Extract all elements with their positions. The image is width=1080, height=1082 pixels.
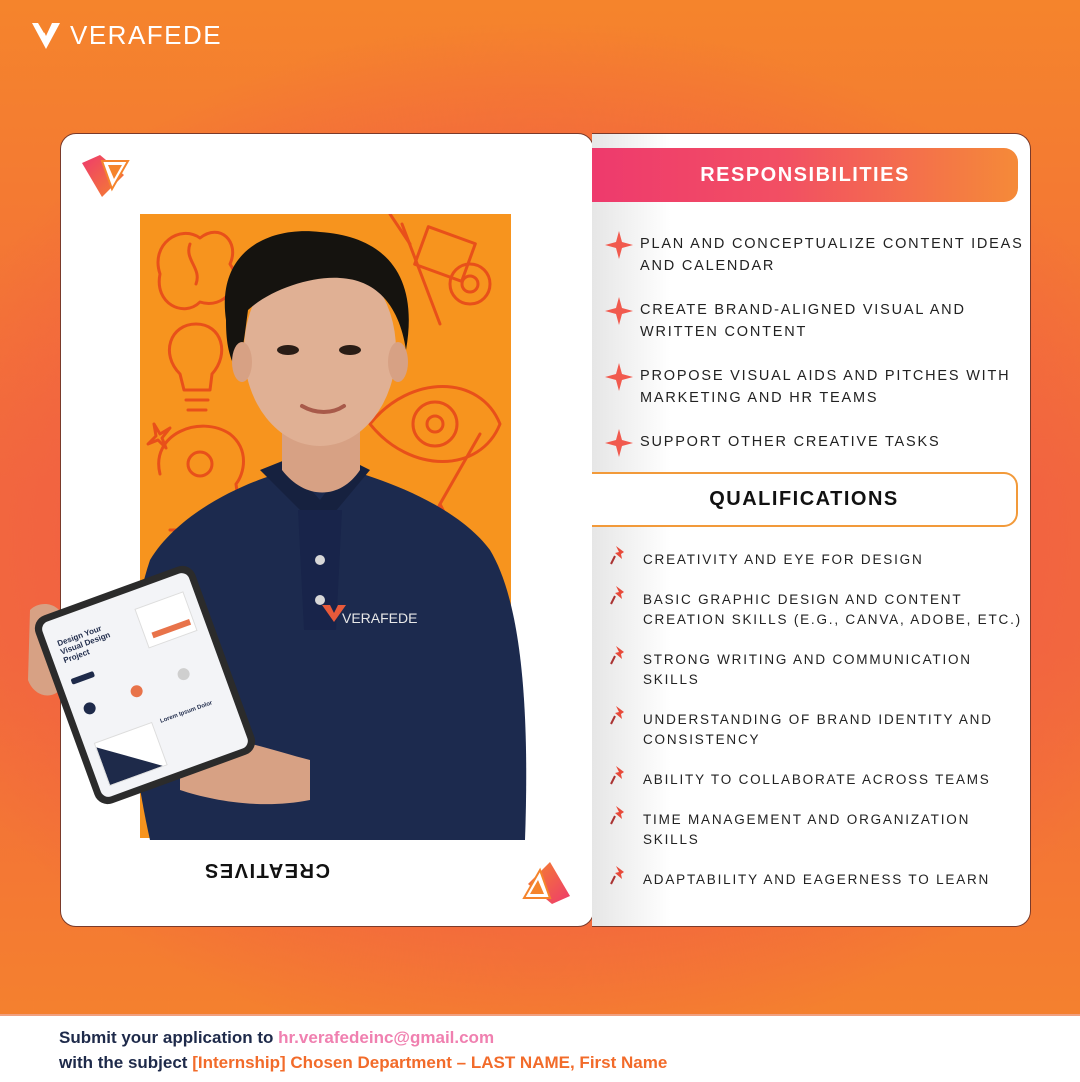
verafede-logo-icon [32, 23, 60, 49]
qualification-text: STRONG WRITING AND COMMUNICATION SKILLS [643, 652, 972, 687]
brand-mark-icon-flipped [518, 858, 572, 906]
responsibility-item [604, 299, 1024, 343]
sparkle-icon [604, 428, 634, 458]
responsibility-text: PROPOSE VISUAL AIDS AND PITCHES WITH MARKETING AND HR TEAMS [640, 368, 1011, 406]
email-subject-format: [Internship] Chosen Department – LAST NAME, First Name [192, 1053, 668, 1072]
footer-line-1 [59, 1028, 494, 1048]
brand-logo [32, 20, 222, 51]
qualification-text: UNDERSTANDING OF BRAND IDENTITY AND CONSISTENCY [643, 712, 993, 747]
pushpin-icon [610, 584, 630, 606]
qualification-item [610, 590, 1030, 630]
pushpin-icon [610, 644, 630, 666]
responsibility-item [604, 365, 1024, 409]
qualification-item [610, 810, 1030, 850]
responsibilities-header: RESPONSIBILITIES [592, 148, 1018, 202]
responsibility-text: SUPPORT OTHER CREATIVE TASKS [640, 434, 941, 450]
brand-name: VERAFEDE [70, 20, 223, 50]
pushpin-icon [610, 704, 630, 726]
sparkle-icon [604, 230, 634, 260]
sparkle-icon [604, 296, 634, 326]
qualification-text: ABILITY TO COLLABORATE ACROSS TEAMS [643, 772, 991, 787]
qualification-item [610, 550, 1030, 570]
pushpin-icon [610, 864, 630, 886]
application-email-link[interactable]: hr.verafedeinc@gmail.com [278, 1028, 495, 1047]
responsibility-text: PLAN AND CONCEPTUALIZE CONTENT IDEAS AND CALENDAR [640, 236, 1024, 274]
shirt-logo-text: VERAFEDE [342, 610, 418, 626]
qualification-item [610, 870, 1030, 890]
footer-line-2 [59, 1053, 667, 1073]
footer-submit-text: Submit your application to [59, 1028, 279, 1047]
qualification-item [610, 710, 1030, 750]
brand-mark-icon [80, 153, 130, 201]
qualification-item [610, 650, 1030, 690]
pushpin-icon [610, 804, 630, 826]
footer-bar [0, 1014, 1080, 1082]
sparkle-icon [604, 362, 634, 392]
qualification-text: ADAPTABILITY AND EAGERNESS TO LEARN [643, 872, 991, 887]
qualifications-header: QUALIFICATIONS [592, 472, 1018, 527]
tablet-heading: Design Your Visual Design Project [56, 623, 112, 666]
tablet-subheading: Lorem Ipsum Dolor [159, 700, 214, 725]
card-title-flipped: CREATIVES [203, 859, 330, 881]
qualification-item [610, 770, 1030, 790]
pushpin-icon [610, 544, 630, 566]
qualification-text: TIME MANAGEMENT AND ORGANIZATION SKILLS [643, 812, 971, 847]
responsibility-item [604, 431, 1024, 458]
qualification-text: BASIC GRAPHIC DESIGN AND CONTENT CREATION SKILLS (E.G., CANVA, ADOBE, ETC.) [643, 592, 1022, 627]
qualification-text: CREATIVITY AND EYE FOR DESIGN [643, 552, 924, 567]
responsibility-item [604, 233, 1024, 277]
responsibility-text: CREATE BRAND-ALIGNED VISUAL AND WRITTEN CONTENT [640, 302, 966, 340]
pushpin-icon [610, 764, 630, 786]
footer-subject-prefix: with the subject [59, 1053, 193, 1072]
